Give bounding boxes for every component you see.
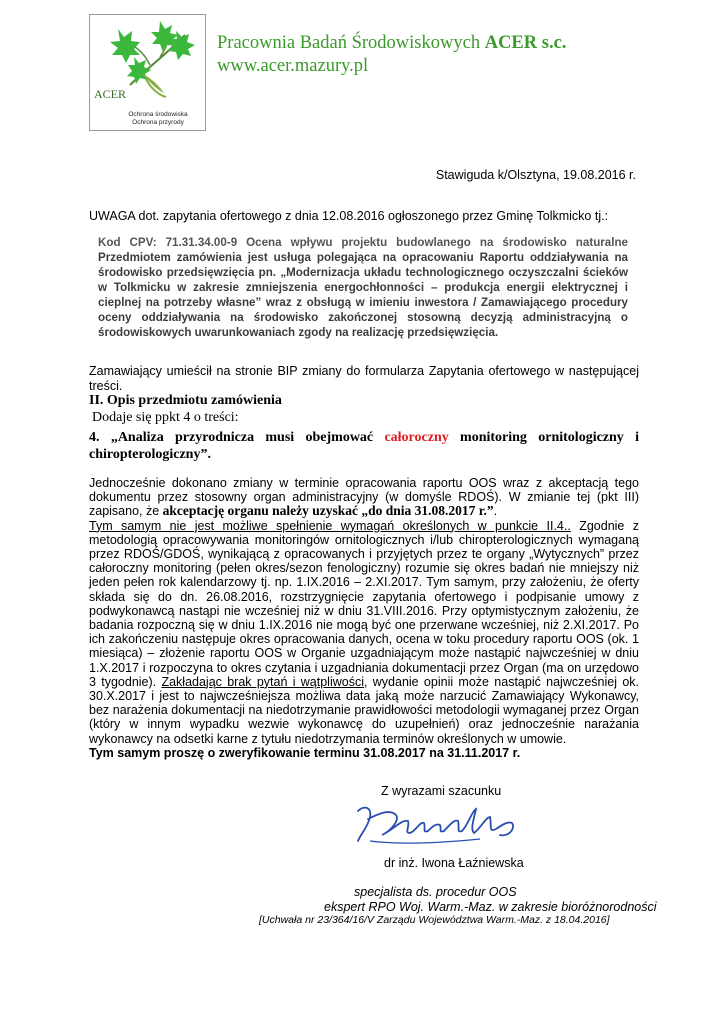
body-p2-text-b: , wydanie opinii może nastąpić najwcześniej ok. 30.X.2017 i jest to najwcześniejsza możliwa data jaką może narzucić Zamawiający Wykonawcy, bez narażenia dokumentacji na niedotrzymanie prawidłowości metodologii wymaganej przez Organ (który w innym wypadku wezwie wykonawcę do uzupełnień) oraz jednocześnie narażania wykonawcy na odsetki karne z tytułu niedotrzymania terminów określonych w umowie. bbox=[89, 674, 639, 746]
body-p1-text: Jednocześnie dokonano zmiany w terminie opracowania raportu OOS wraz z akceptacją tego dokumentu przez stosowny organ administracyjny (w domyśle RDOŚ). W zmianie tej (pkt III) zapisano, że bbox=[89, 476, 639, 519]
organization-name-bold: ACER s.c. bbox=[484, 33, 567, 53]
cpv-code-title: Kod CPV: 71.31.34.00-9 Ocena wpływu projektu budowlanego na środowisko naturalne bbox=[98, 236, 628, 249]
organization-name-prefix: Pracownia Badań Środowiskowych bbox=[217, 33, 485, 53]
body-p2-underline-2: Zakładając brak pytań i wątpliwości bbox=[161, 674, 364, 689]
handwritten-signature bbox=[350, 795, 530, 851]
quoted-order-description bbox=[98, 235, 628, 340]
body-p2-text-a: Zgodnie z metodologią opracowywania monitoringów ornitologicznych i/lub chiropterologicznych wymaganą przez RDOŚ/GDOŚ, wynikającą z opracowanych i przyjętych przez te organy „Wytycznych” przez całoroczny monitoring (pełen okres/sezon fenologiczny) rozumie się okres badań nie mniejszy niż jeden pełen rok kalendarzowy tj. np. 1.IX.2016 – 2.XI.2017. Tym samym, przy założeniu, że oferty składa się do dn. 26.08.2016, rozstrzygnięcie zapytania ofertowego i podpisanie umowy z podwykonawcą nastąpi nie wcześniej niż w dniu 31.VIII.2016. Przy optymistycznym założeniu, że badania rozpoczną się w dniu 1.IX.2016 nie mogą być one przerwane wcześniej, niż 2.XI.2017. Po ich zakończeniu następuje okres opracowania danych, ocena w toku procedury raportu OOS (ok. 1 miesiąca) – złożenie raportu OOS w Organie uzgadniającym może nastąpić najwcześniej w dniu 1.X.2017 i rozpoczyna to okres czytania i uzgadniania dokumentacji przez Organ (ma on urzędowo 3 tygodnie). bbox=[89, 518, 639, 689]
point-4-part-1: 4. „Analiza przyrodnicza musi obejmować bbox=[89, 430, 385, 445]
body-paragraph-2 bbox=[89, 519, 639, 746]
notice-line: UWAGA dot. zapytania ofertowego z dnia 12.08.2016 ogłoszonego przez Gminę Tolkmicko tj.: bbox=[89, 209, 609, 223]
place-and-date: Stawiguda k/Olsztyna, 19.08.2016 r. bbox=[435, 168, 636, 182]
added-subpoint-note: Dodaje się ppkt 4 o treści: bbox=[92, 410, 239, 425]
organization-url: www.acer.mazury.pl bbox=[217, 56, 369, 76]
body-p2-underline: Tym samym nie jest możliwe spełnienie wymagań określonych w punkcie II.4.. bbox=[89, 518, 571, 533]
point-4 bbox=[89, 429, 639, 463]
signatory-role: specjalista ds. procedur OOS bbox=[354, 885, 517, 899]
body-p1-bold: akceptację organu należy uzyskać „do dnia 31.08.2017 r.” bbox=[162, 503, 494, 519]
logo-subtitle-line-2: Ochrona przyrody bbox=[132, 119, 184, 126]
body-paragraph-3 bbox=[89, 746, 639, 760]
point-4-part-2: monitoring ornitologiczny i chiropterologiczny”. bbox=[89, 430, 639, 462]
company-logo bbox=[89, 14, 206, 131]
body-p1-end: . bbox=[493, 504, 498, 519]
logo-text: ACER bbox=[94, 87, 127, 101]
order-description-text: Przedmiotem zamówienia jest usługa polegająca na opracowaniu Raportu oddziaływania na środowisko przedsięwzięcia pn. „Modernizacja układu technologicznego oczyszczalni ścieków w Tolkmicku w zakresie zmniejszenia energochłonności – produkcja energii elektrycznej i cieplnej na potrzeby własne” wraz z obsługą w imieniu inwestora / Zamawiającego procedury oceny oddziaływania na środowisko zakończonej stosowną decyzją administracyjną o środowiskowych uwarunkowaniach zgody na realizację przedsięwzięcia. bbox=[98, 251, 628, 339]
closing-greeting: Z wyrazami szacunku bbox=[381, 784, 502, 798]
point-4-highlight: całoroczny bbox=[384, 430, 449, 445]
body-paragraph-1 bbox=[89, 476, 639, 519]
letter-body bbox=[89, 476, 639, 760]
intro-paragraph: Zamawiający umieścił na stronie BIP zmiany do formularza Zapytania ofertowego w następującej treści. bbox=[89, 364, 639, 393]
logo-subtitle bbox=[118, 111, 198, 127]
signatory-name: dr inż. Iwona Łaźniewska bbox=[384, 856, 524, 870]
signatory-expertise: ekspert RPO Woj. Warm.-Maz. w zakresie bioróżnorodności bbox=[324, 900, 657, 914]
logo-subtitle-line-1: Ochrona środowiska bbox=[128, 111, 188, 118]
signatory-resolution: [Uchwała nr 23/364/16/V Zarządu Województwa Warm.-Maz. z 18.04.2016] bbox=[259, 914, 610, 926]
organization-name bbox=[217, 33, 566, 54]
section-heading: II. Opis przedmiotu zamówienia bbox=[89, 393, 282, 408]
body-p3-bold: Tym samym proszę o zweryfikowanie terminu 31.08.2017 na 31.11.2017 r. bbox=[89, 745, 521, 760]
